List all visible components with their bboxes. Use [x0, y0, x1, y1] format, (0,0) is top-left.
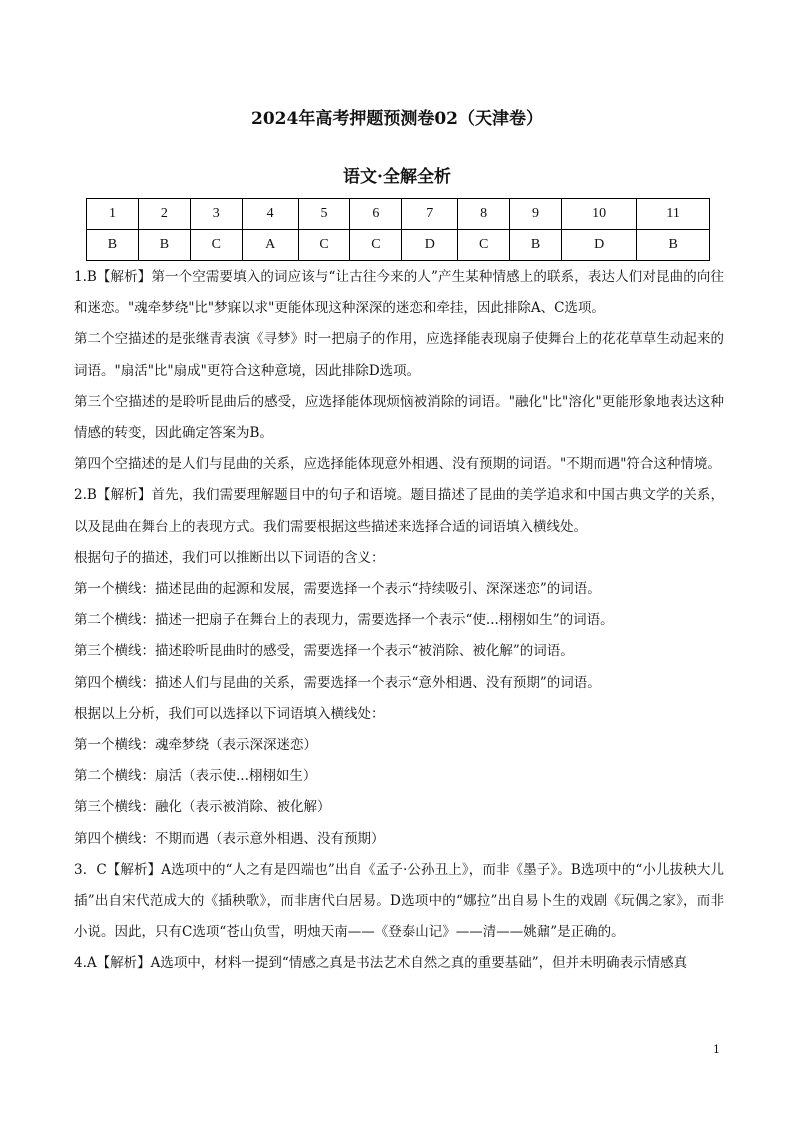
- analysis-paragraph: 第二个空描述的是张继青表演《寻梦》时一把扇子的作用，应选择能表现扇子使舞台上的花花草草生动起来的词语。"扇活"比"扇成"更符合这种意境，因此排除D选项。: [74, 331, 724, 379]
- analysis-paragraph: 第二个横线：描述一把扇子在舞台上的表现力，需要选择一个表示“使...栩栩如生”的词语。: [74, 612, 614, 629]
- analysis-paragraph: 4.A【解析】A选项中，材料一提到“情感之真是书法艺术自然之真的重要基础”，但并未明确表示情感真: [74, 955, 688, 972]
- analysis-paragraph: 第三个横线：描述聆听昆曲时的感受，需要选择一个表示“被消除、被化解”的词语。: [74, 643, 574, 660]
- answer-cell: C: [458, 230, 510, 261]
- analysis-paragraph: 第四个横线：描述人们与昆曲的关系，需要选择一个表示“意外相遇、没有预期”的词语。: [74, 674, 601, 691]
- page-title: 2024年高考押题预测卷02（天津卷）: [251, 109, 543, 129]
- answer-cell: B: [637, 230, 710, 261]
- question-number: 6: [350, 199, 402, 230]
- analysis-paragraph: 第四个空描述的是人们与昆曲的关系，应选择能体现意外相遇、没有预期的词语。"不期而遇"符合这种情境。: [74, 456, 721, 473]
- question-number: 9: [510, 199, 562, 230]
- question-number: 8: [458, 199, 510, 230]
- answer-cell: D: [562, 230, 637, 261]
- analysis-paragraph: 第一个横线：魂牵梦绕（表示深深迷恋）: [74, 737, 317, 754]
- analysis-paragraph: 第二个横线：扇活（表示使...栩栩如生）: [74, 768, 317, 785]
- question-number: 11: [637, 199, 710, 230]
- answer-cell: B: [87, 230, 139, 261]
- page-subtitle: 语文·全解全析: [343, 167, 451, 187]
- question-number: 2: [138, 199, 190, 230]
- answer-cell: C: [190, 230, 242, 261]
- question-number: 1: [87, 199, 139, 230]
- analysis-paragraph: 第一个横线：描述昆曲的起源和发展，需要选择一个表示“持续吸引、深深迷恋”的词语。: [74, 581, 601, 598]
- answer-cell: A: [242, 230, 298, 261]
- answer-table: [86, 198, 710, 261]
- analysis-paragraph: 2.B【解析】首先，我们需要理解题目中的句子和语境。题目描述了昆曲的美学追求和中国古典文学的关系，以及昆曲在舞台上的表现方式。我们需要根据这些描述来选择合适的词语填入横线处。: [74, 487, 724, 535]
- question-number: 3: [190, 199, 242, 230]
- analysis-paragraph: 第三个空描述的是聆听昆曲后的感受，应选择能体现烦恼被消除的词语。"融化"比"溶化"更能形象地表达这种情感的转变，因此确定答案为B。: [74, 393, 724, 442]
- analysis-paragraph: 3．C【解析】A选项中的“人之有是四端也”出自《孟子·公孙丑上》，而非《墨子》。B选项中的“小儿拔秧大儿插”出自宋代范成大的《插秧歌》，而非唐代白居易。D选项中的“娜拉”出自易卜生的戏剧《玩偶之家》，而非小说。因此，只有C选项“苍山负雪，明烛天南——《登泰山记》——清——姚鼐”是正确的。: [74, 861, 724, 941]
- question-number: 7: [402, 199, 458, 230]
- answer-cell: C: [298, 230, 350, 261]
- question-number: 5: [298, 199, 350, 230]
- page-number: 1: [713, 1043, 720, 1056]
- answer-cell: C: [350, 230, 402, 261]
- analysis-paragraph: 第四个横线：不期而遇（表示意外相遇、没有预期）: [74, 830, 385, 847]
- analysis-body: [74, 262, 724, 980]
- analysis-paragraph: 根据以上分析，我们可以选择以下词语填入横线处：: [74, 705, 385, 722]
- answer-cell: D: [402, 230, 458, 261]
- question-number: 4: [242, 199, 298, 230]
- answer-table-answer-row: [87, 230, 710, 261]
- answer-table-number-row: [87, 199, 710, 230]
- question-number: 10: [562, 199, 637, 230]
- answer-cell: B: [510, 230, 562, 261]
- answer-cell: B: [138, 230, 190, 261]
- analysis-paragraph: 1.B【解析】第一个空需要填入的词应该与“让古往今来的人”产生某种情感上的联系，表达人们对昆曲的向往和迷恋。"魂牵梦绕"比"梦寐以求"更能体现这种深深的迷恋和牵挂，因此排除A、C选项。: [74, 269, 724, 317]
- analysis-paragraph: 第三个横线：融化（表示被消除、被化解）: [74, 799, 331, 816]
- analysis-paragraph: 根据句子的描述，我们可以推断出以下词语的含义：: [74, 549, 385, 566]
